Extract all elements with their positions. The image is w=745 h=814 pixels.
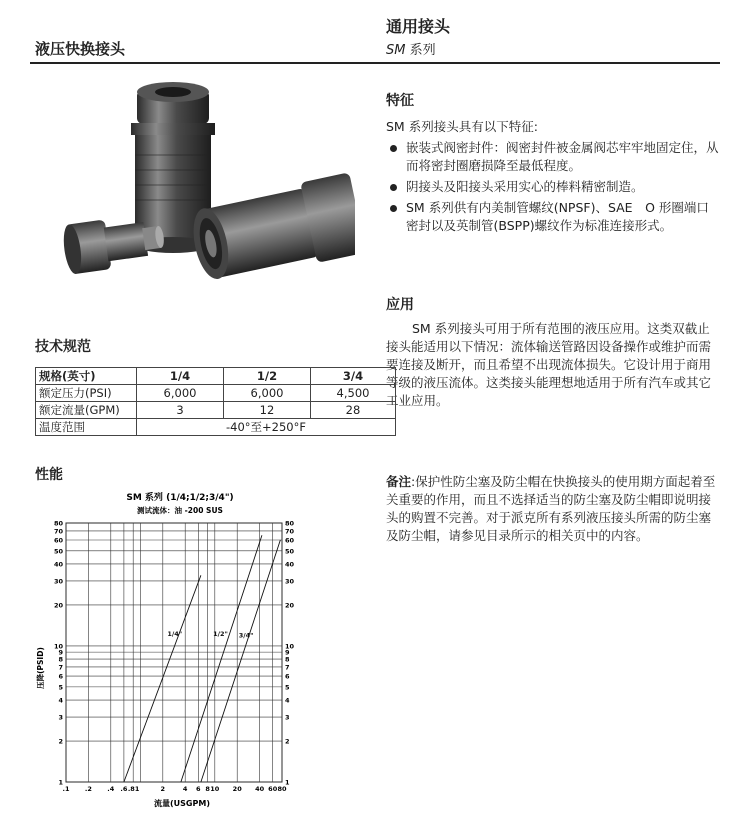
chart-subtitle: 测试流体：油 -200 SUS xyxy=(137,506,223,515)
table-cell: 12 xyxy=(224,402,311,419)
y-tick-label: 4 xyxy=(58,696,63,705)
table-header: 规格(英寸) xyxy=(36,368,137,385)
y-tick-label: 10 xyxy=(53,642,63,651)
y-tick-label: 7 xyxy=(58,663,63,672)
table-header: 3/4 xyxy=(311,368,396,385)
section-title: 通用接头 xyxy=(386,17,451,36)
y-tick-label-right: 3 xyxy=(285,713,290,722)
y-tick-label-right: 9 xyxy=(285,648,290,657)
specs-table xyxy=(35,367,396,436)
y-tick-label: 50 xyxy=(53,547,63,556)
x-tick-label: 40 xyxy=(255,785,265,793)
y-tick-label: 3 xyxy=(58,713,63,722)
table-cell: 6,000 xyxy=(224,385,311,402)
x-tick-label: 4 xyxy=(182,785,188,793)
page-title: 液压快换接头 xyxy=(35,40,126,58)
y-tick-label-right: 10 xyxy=(285,642,295,651)
chart-title: SM 系列 (1/4;1/2;3/4") xyxy=(126,493,234,503)
y-tick-label: 8 xyxy=(58,655,63,664)
y-tick-label: 60 xyxy=(53,536,63,545)
series-subtitle: SM 系列 xyxy=(386,43,436,58)
chart-xlabel: 流量(USGPM) xyxy=(154,799,210,808)
table-cell: 3 xyxy=(137,402,224,419)
table-header: 1/4 xyxy=(137,368,224,385)
table-row xyxy=(36,402,396,419)
y-tick-label-right: 4 xyxy=(285,696,290,705)
y-tick-label: 70 xyxy=(53,527,63,536)
y-tick-label-right: 80 xyxy=(285,519,295,528)
series-line xyxy=(124,575,201,782)
y-tick-label-right: 50 xyxy=(285,547,295,556)
x-tick-label: 10 xyxy=(210,785,220,793)
y-tick-label-right: 5 xyxy=(285,683,290,692)
table-cell: 额定流量(GPM) xyxy=(36,402,137,419)
series-label: 1/2" xyxy=(213,630,228,639)
series-line xyxy=(201,540,280,782)
y-tick-label-right: 7 xyxy=(285,663,290,672)
features-list xyxy=(386,139,721,235)
y-tick-label-right: 1 xyxy=(285,778,290,787)
x-tick-label: .2 xyxy=(84,785,92,793)
x-tick-label: .1 xyxy=(62,785,70,793)
y-tick-label-right: 30 xyxy=(285,577,295,586)
chart-svg xyxy=(30,488,330,810)
x-tick-label: .81 xyxy=(127,785,140,793)
series-line xyxy=(181,535,262,782)
y-tick-label: 6 xyxy=(58,672,63,681)
table-header: 1/2 xyxy=(224,368,311,385)
series-label: 1/4" xyxy=(167,630,183,639)
x-tick-label: .6 xyxy=(120,785,128,793)
table-cell: 额定压力(PSI) xyxy=(36,385,137,402)
x-tick-label: 8 xyxy=(205,785,210,793)
y-tick-label-right: 40 xyxy=(285,560,295,569)
y-tick-label: 2 xyxy=(58,737,63,746)
feature-item: SM 系列供有内美制管螺纹(NPSF)、SAE O 形圈端口密封以及英制管(BSPP)螺纹作为标准连接形式。 xyxy=(386,199,721,235)
table-cell: -40°至+250°F xyxy=(137,419,396,436)
plot-frame xyxy=(66,523,282,782)
application-heading: 应用 xyxy=(386,297,414,313)
y-tick-label: 9 xyxy=(58,648,63,657)
table-cell: 6,000 xyxy=(137,385,224,402)
y-tick-label-right: 70 xyxy=(285,527,295,536)
y-tick-label: 5 xyxy=(58,683,63,692)
features-intro: SM 系列接头具有以下特征: xyxy=(386,119,538,134)
performance-chart xyxy=(30,488,330,810)
table-cell: 4,500 xyxy=(311,385,396,402)
y-tick-label: 80 xyxy=(53,519,63,528)
table-row xyxy=(36,368,396,385)
y-tick-label: 1 xyxy=(58,778,63,787)
x-tick-label: .4 xyxy=(107,785,115,793)
table-cell: 28 xyxy=(311,402,396,419)
chart-ylabel: 压降(PSID) xyxy=(36,647,45,689)
table-row xyxy=(36,385,396,402)
x-tick-label: 20 xyxy=(232,785,242,793)
y-tick-label-right: 8 xyxy=(285,655,290,664)
coupler-photo xyxy=(55,75,355,315)
y-tick-label: 40 xyxy=(53,560,63,569)
specs-heading: 技术规范 xyxy=(35,339,91,355)
feature-item: 嵌装式阀密封件：阀密封件被金属阀芯牢牢地固定住，从而将密封圈磨损降至最低程度。 xyxy=(386,139,721,175)
table-row xyxy=(36,419,396,436)
x-tick-label: 60 xyxy=(268,785,278,793)
performance-heading: 性能 xyxy=(35,467,63,483)
series-label: 3/4" xyxy=(238,631,254,640)
y-tick-label-right: 2 xyxy=(285,737,290,746)
x-tick-label: 2 xyxy=(160,785,166,793)
y-tick-label: 30 xyxy=(53,577,63,586)
y-tick-label: 20 xyxy=(53,601,63,610)
header-divider xyxy=(30,62,720,64)
feature-item: 阴接头及阳接头采用实心的棒料精密制造。 xyxy=(386,178,721,196)
x-tick-label: 6 xyxy=(196,785,201,793)
table-cell: 温度范围 xyxy=(36,419,137,436)
y-tick-label-right: 6 xyxy=(285,672,290,681)
y-tick-label-right: 60 xyxy=(285,536,295,545)
application-text: SM 系列接头可用于所有范围的液压应用。这类双截止接头能适用以下情况：流体输送管路因设备操作或维护而需要连接及断开，而且希望不出现流体损失。它设计用于商用等级的液压流体。这类接头能理想地适用于所有汽车或其它工业应用。 xyxy=(386,321,712,408)
x-tick-label: 80 xyxy=(277,785,287,793)
y-tick-label-right: 20 xyxy=(285,601,295,610)
note-text: 备注:保护性防尘塞及防尘帽在快换接头的使用期方面起着至关重要的作用，而且不选择适当的防尘塞及防尘帽即说明接头的购置不完善。对于派克所有系列液压接头所需的防尘塞及防尘帽，请参见目录所示的相关页中的内容。 xyxy=(386,474,716,543)
features-heading: 特征 xyxy=(386,93,414,109)
